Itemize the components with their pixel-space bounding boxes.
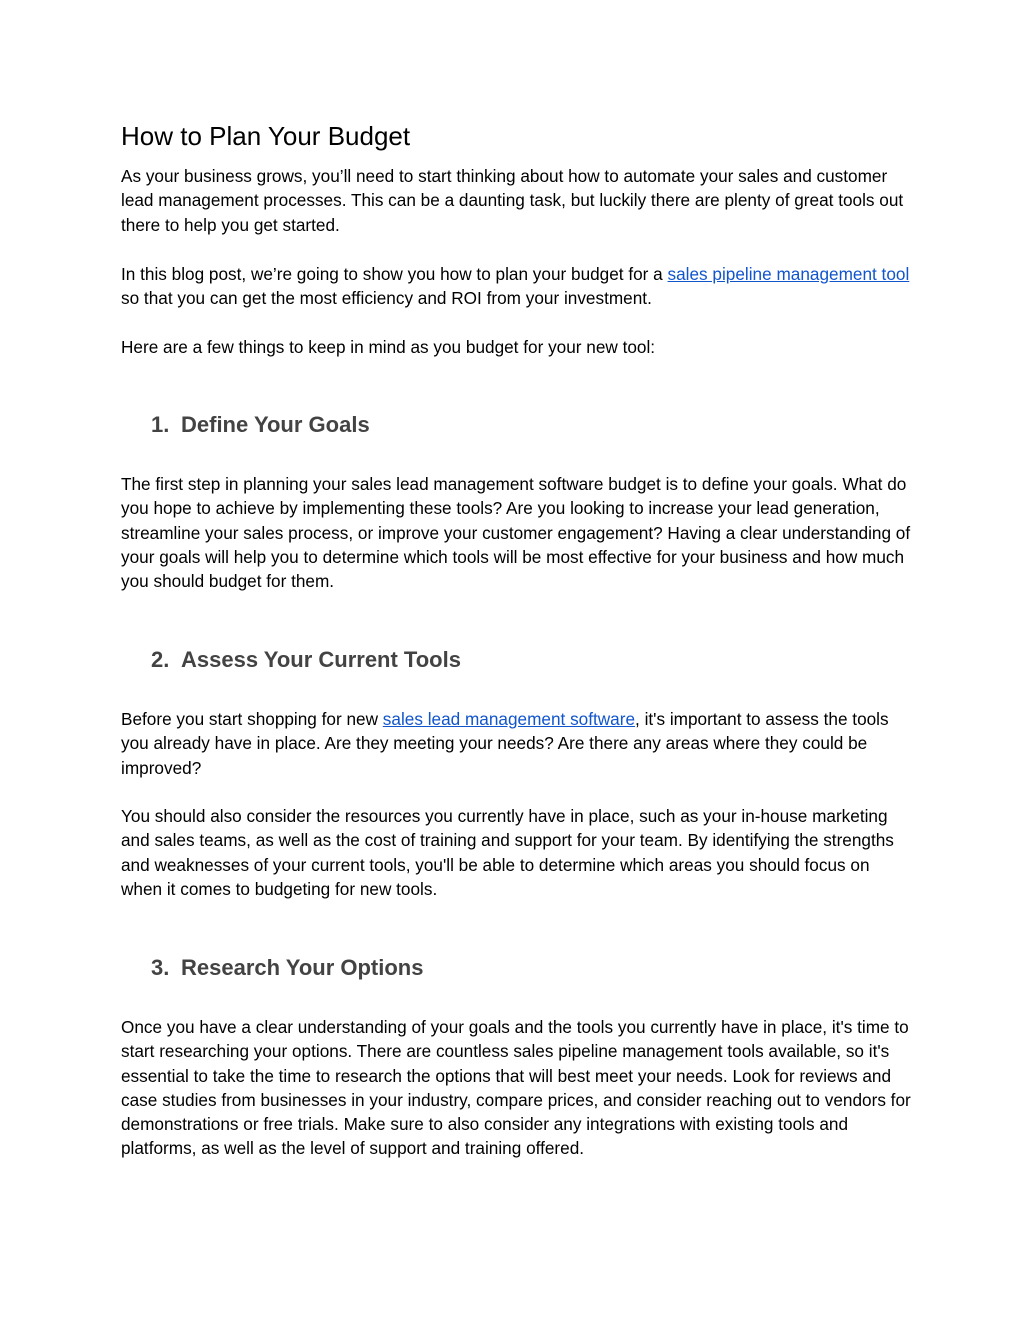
section-2-paragraph-1 bbox=[121, 707, 911, 780]
page-title: How to Plan Your Budget bbox=[121, 121, 411, 151]
section-2-paragraph-1-text-after: , it's important to assess the tools you already have in place. Are they meeting your needs? Are there any areas where they could be improved? bbox=[121, 709, 889, 778]
intro-paragraph-2 bbox=[121, 262, 911, 311]
section-heading-define-your-goals bbox=[151, 410, 370, 440]
section-number: 2. bbox=[151, 647, 170, 672]
section-heading-assess-your-current-tools bbox=[151, 645, 461, 675]
section-2-paragraph-2: You should also consider the resources you currently have in place, such as your in-house marketing and sales teams, as well as the cost of training and support for your team. By identifying the strengths and weaknesses of your current tools, you'll be able to determine which areas you should focus on when it comes to budgeting for new tools. bbox=[121, 806, 894, 899]
intro-paragraph-2-text-before: In this blog post, we’re going to show you how to plan your budget for a bbox=[121, 264, 668, 284]
section-2-paragraph-1-text-before: Before you start shopping for new bbox=[121, 709, 383, 729]
section-3-paragraph: Once you have a clear understanding of your goals and the tools you currently have in place, it's time to start researching your options. There are countless sales pipeline management tools available, so it's essential to take the time to research the options that will best meet your needs. Look for reviews and case studies from businesses in your industry, compare prices, and consider reaching out to vendors for demonstrations or free trials. Make sure to also consider any integrations with existing tools and platforms, as well as the level of support and training offered. bbox=[121, 1017, 911, 1159]
section-number: 1. bbox=[151, 412, 170, 437]
section-heading-text: Assess Your Current Tools bbox=[181, 647, 461, 672]
section-heading-research-your-options bbox=[151, 953, 423, 983]
intro-paragraph-2-text-after: so that you can get the most efficiency and ROI from your investment. bbox=[121, 288, 652, 309]
sales-lead-management-software-link[interactable]: sales lead management software bbox=[382, 709, 636, 729]
section-number: 3. bbox=[151, 955, 170, 980]
sales-pipeline-management-tool-link[interactable]: sales pipeline management tool bbox=[667, 264, 910, 284]
section-1-paragraph: The first step in planning your sales lead management software budget is to define your goals. What do you hope to achieve by implementing these tools? Are you looking to increase your lead generation, streamline your sales process, or improve your customer engagement? Having a clear understanding of your goals will help you to determine which tools will be most effective for your business and how much you should budget for them. bbox=[121, 474, 911, 592]
section-heading-text: Define Your Goals bbox=[181, 412, 370, 437]
intro-paragraph-1: As your business grows, you’ll need to start thinking about how to automate your sales and customer lead management processes. This can be a daunting task, but luckily there are plenty of great tools out there to help you get started. bbox=[121, 166, 904, 235]
intro-paragraph-3: Here are a few things to keep in mind as you budget for your new tool: bbox=[121, 337, 656, 357]
section-heading-text: Research Your Options bbox=[181, 955, 424, 980]
